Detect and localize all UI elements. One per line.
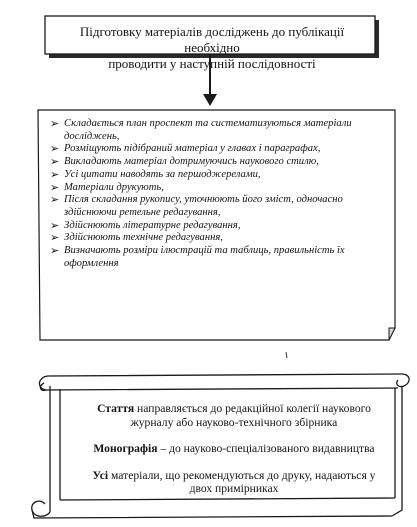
list-item: ➢ Викладають матеріал дотримуючись наукового стилю,: [50, 156, 319, 169]
top-box-line-1: Підготовку матеріалів досліджень до публікації необхідно: [79, 24, 345, 55]
article-term: Стаття: [97, 402, 135, 415]
materials-paragraph: [86, 469, 382, 496]
article-text: направляється до редакційної колегії наукового журналу або науково-технічного збірника: [130, 402, 371, 429]
list-item: ➢ Здійснюють літературне редагування,: [50, 219, 241, 232]
arrow-bullet-icon: ➢: [50, 143, 60, 156]
materials-term: Усі: [92, 468, 109, 482]
materials-text: матеріали, що рекомендуються до друку, надаються у двох примірниках: [108, 468, 376, 495]
arrow-bullet-icon: ➢: [50, 194, 60, 207]
arrow-bullet-icon: ➢: [50, 156, 60, 169]
arrow-bullet-icon: ➢: [50, 181, 60, 194]
list-item: ➢ Здійснюють технічне редагування,: [50, 232, 223, 245]
list-item: ➢ Після складання рукопису, уточнюють його зміст, одночасно здійснюючи ретельне редагування,: [50, 194, 343, 218]
arrow-bullet-icon: ➢: [50, 245, 60, 258]
list-item: ➢ Усі цитати наводять за першоджерелами,: [50, 168, 261, 181]
list-item: ➢ Визначають розміри ілюстрацій та таблиць, правильність їх оформлення: [50, 245, 345, 269]
arrow-bullet-icon: ➢: [50, 232, 60, 245]
arrow-bullet-icon: ➢: [50, 219, 60, 232]
list-item: ➢ Матеріали друкують,: [50, 181, 164, 194]
list-item: ➢ Складається план проспект та систематизуються матеріали досліджень,: [50, 118, 352, 142]
list-item: ➢ Розміщують підібраний матеріал у главах і параграфах,: [50, 143, 321, 156]
steps-list: [50, 118, 386, 270]
monograph-term: Монографія: [93, 442, 158, 455]
top-box-line-2: проводити у наступній послідовності: [108, 56, 316, 71]
scroll-content: [86, 402, 382, 509]
top-box: [62, 24, 362, 72]
monograph-text: – до науково-спеціалізованого видавництва: [157, 442, 375, 455]
arrow-bullet-icon: ➢: [50, 118, 60, 130]
article-paragraph: [86, 402, 382, 429]
arrow-bullet-icon: ➢: [50, 168, 60, 181]
stray-mark: [286, 352, 287, 358]
monograph-paragraph: [86, 442, 382, 456]
